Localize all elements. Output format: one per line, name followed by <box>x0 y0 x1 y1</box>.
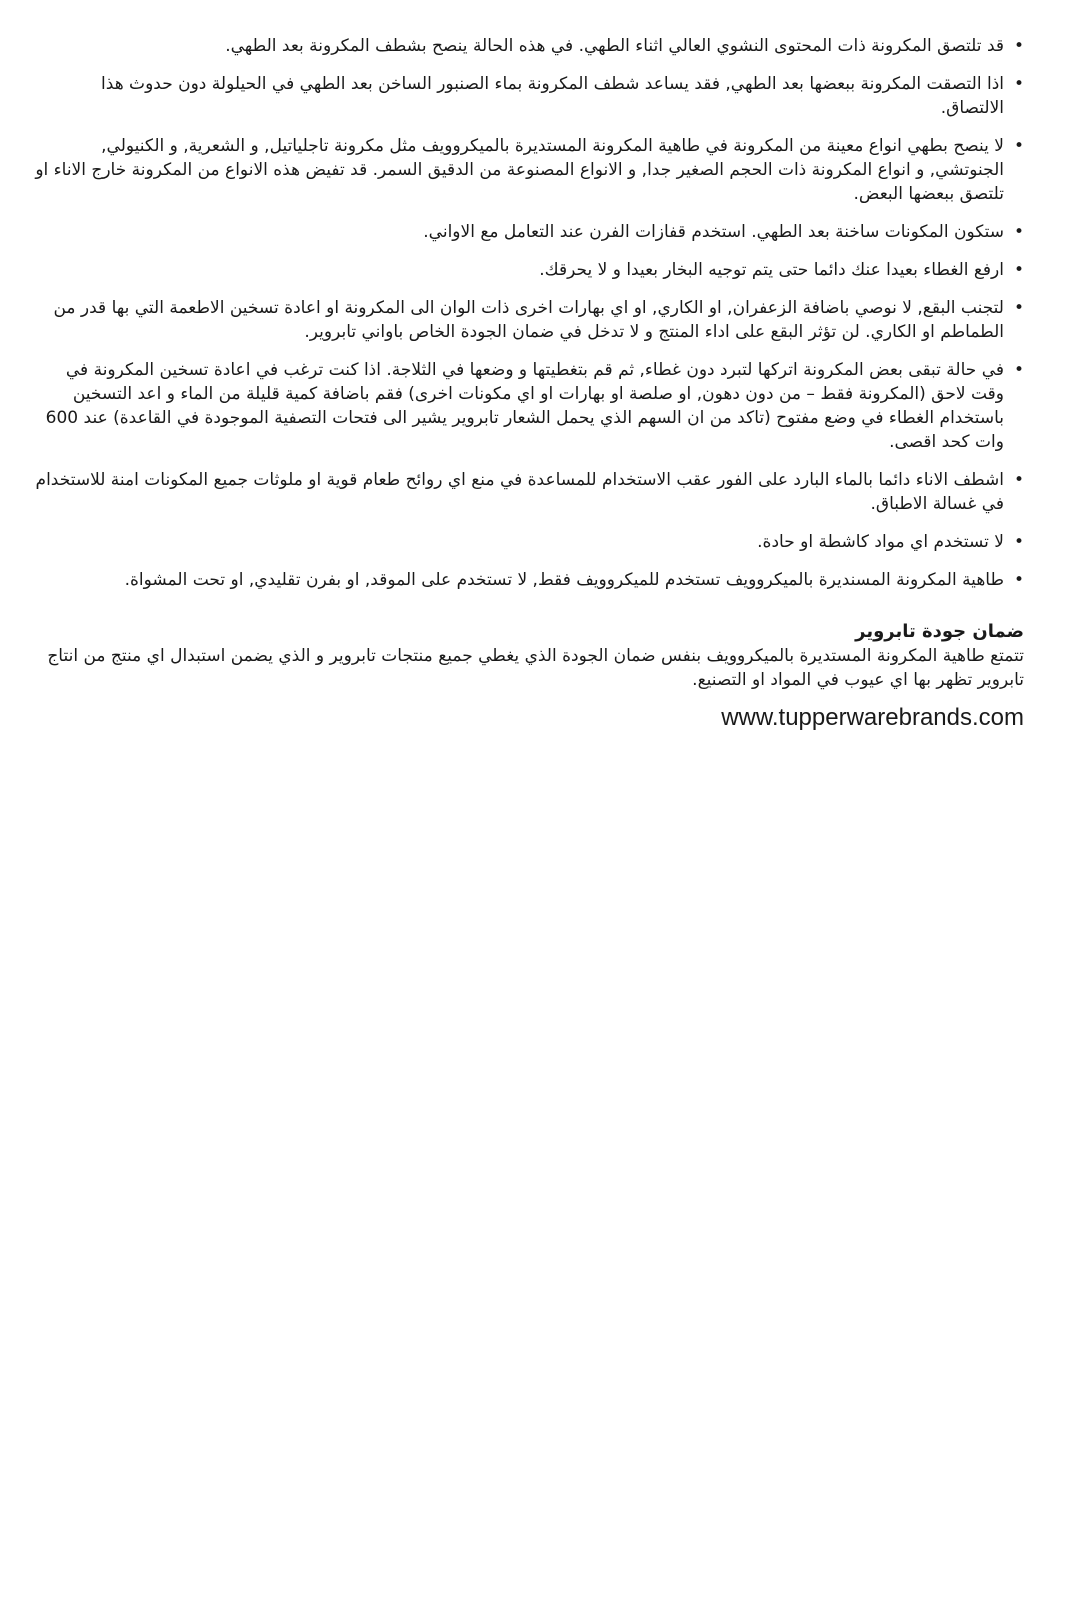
instruction-item: • ستكون المكونات ساخنة بعد الطهي. استخدم قفازات الفرن عند التعامل مع الاواني. <box>34 220 1024 244</box>
instruction-item: • اذا التصقت المكرونة ببعضها بعد الطهي, فقد يساعد شطف المكرونة بماء الصنبور الساخن بعد الطهي في الحيلولة دون حدوث هذا الالتصاق. <box>34 72 1024 120</box>
instruction-item: • طاهية المكرونة المسنديرة بالميكروويف تستخدم للميكروويف فقط, لا تستخدم على الموقد, او بفرن تقليدي, او تحت المشواة. <box>34 568 1024 592</box>
guarantee-text: تتمتع طاهية المكرونة المستديرة بالميكروويف بنفس ضمان الجودة الذي يغطي جميع منتجات تابروير و الذي يضمن استبدال اي منتج من انتاج تابروير تظهر بها اي عيوب في المواد او التصنيع. <box>47 646 1024 690</box>
instruction-item: • في حالة تبقى بعض المكرونة اتركها لتبرد دون غطاء, ثم قم بتغطيتها و وضعها في الثلاجة. اذا كنت ترغب في اعادة تسخين المكرونة في وقت لاحق (المكرونة فقط – من دون دهون, او صلصة او بهارات او اي مكونات اخرى) فقم باضافة كمية قليلة من الماء و اعد التسخين باستخدام الغطاء في وضع مفتوح (تاكد من ان السهم الذي يحمل الشعار تابروير يشير الى فتحات التصفية الموجودة في القاعدة) عند 600 وات كحد اقصى. <box>34 358 1024 454</box>
instruction-item: • قد تلتصق المكرونة ذات المحتوى النشوي العالي اثناء الطهي. في هذه الحالة ينصح بشطف المكرونة بعد الطهي. <box>34 34 1024 58</box>
instructions-page <box>34 34 1024 734</box>
website-url: www.tupperwarebrands.com <box>721 704 1024 731</box>
instruction-item: • لا تستخدم اي مواد كاشطة او حادة. <box>34 530 1024 554</box>
instruction-item: • ارفع الغطاء بعيدا عنك دائما حتى يتم توجيه البخار بعيدا و لا يحرقك. <box>34 258 1024 282</box>
instruction-item: • لتجنب البقع, لا نوصي باضافة الزعفران, او الكاري, او اي بهارات اخرى ذات الوان الى المكرونة او اعادة تسخين الاطعمة التي بها قدر من الطماطم او الكاري. لن تؤثر البقع على اداء المنتج و لا تدخل في ضمان الجودة الخاص باواني تابروير. <box>34 296 1024 344</box>
instruction-item: • لا ينصح بطهي انواع معينة من المكرونة في طاهية المكرونة المستديرة بالميكروويف مثل مكرونة تاجلياتيل, و الشعرية, و الكنيولي, الجنوتشي, و انواع المكرونة ذات الحجم الصغير جدا, و الانواع المصنوعة من الدقيق السمر. قد تفيض هذه الانواع من المكرونة خارج الاناء او تلتصق ببعضها البعض. <box>34 134 1024 206</box>
quality-guarantee-section <box>34 620 1024 692</box>
guarantee-heading: ضمان جودة تابروير <box>855 621 1024 642</box>
care-instructions-list <box>34 34 1024 592</box>
instruction-item: • اشطف الاناء دائما بالماء البارد على الفور عقب الاستخدام للمساعدة في منع اي روائح طعام قوية او ملوثات جميع المكونات امنة للاستخدام في غسالة الاطباق. <box>34 468 1024 516</box>
